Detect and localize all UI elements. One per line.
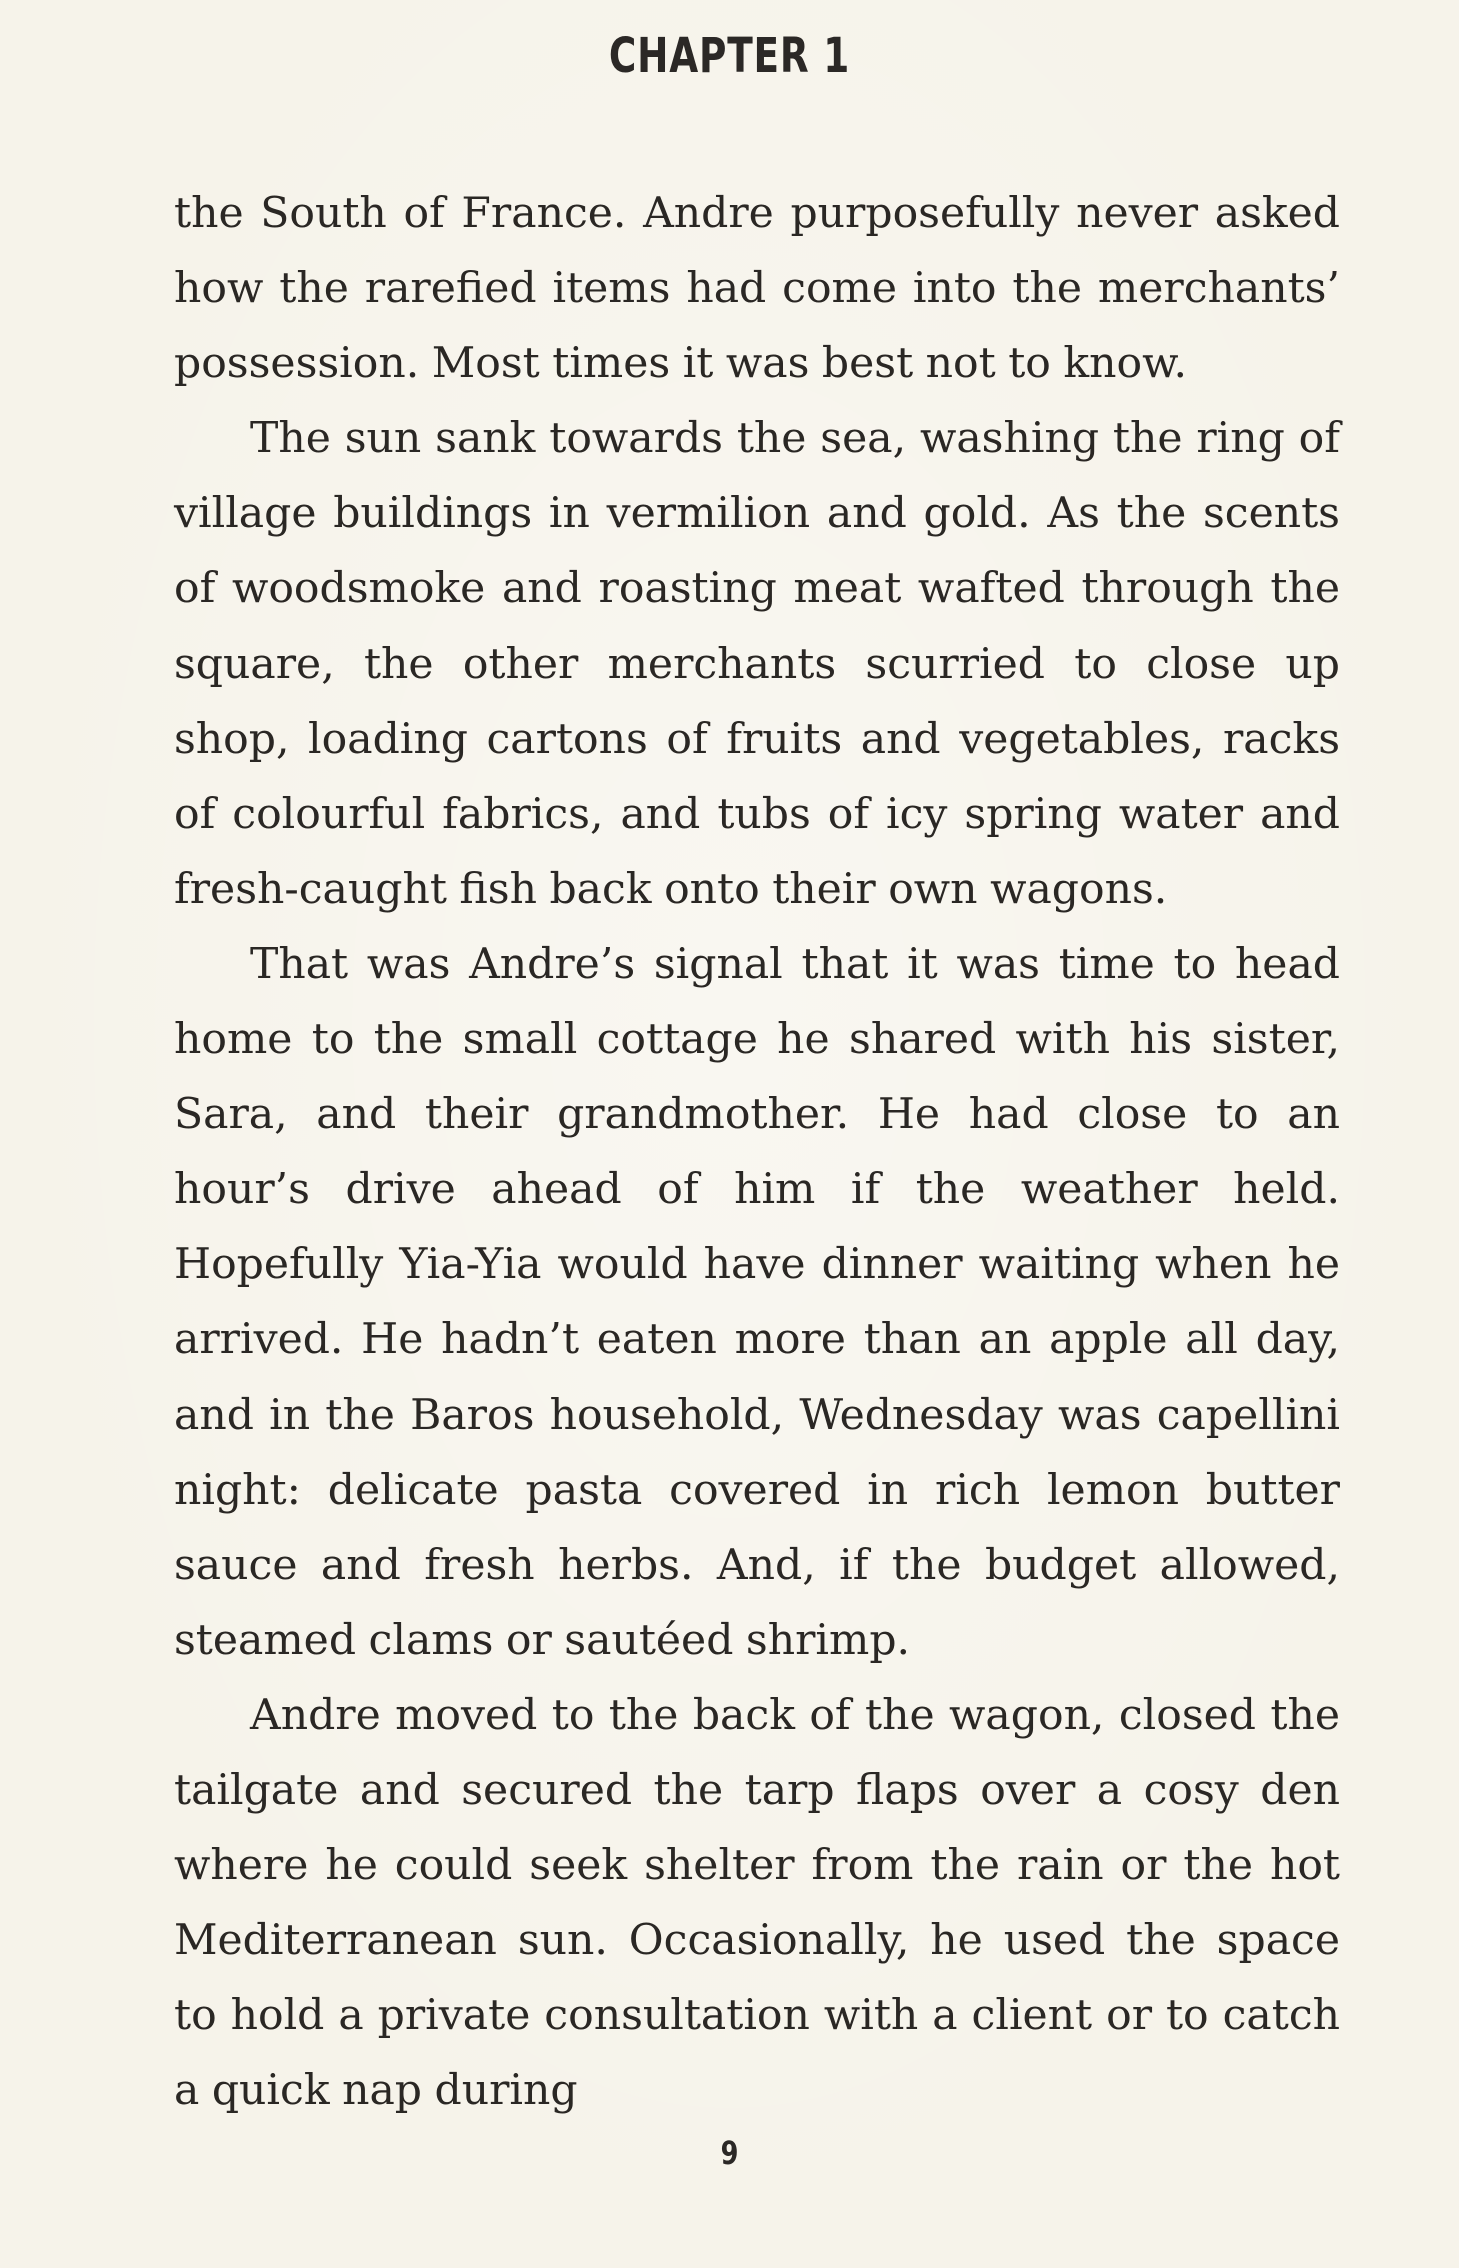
paragraph-1: the South of France. Andre purposefully never asked how the rarefied items had come into the merchants’ possession. Most times it was best not to know. (174, 189, 1340, 389)
paragraph-3: That was Andre’s signal that it was time to head home to the small cottage he shared with his sister, Sara, and their grandmother. He had close to an hour’s drive ahead of him if the weather held. Hopefully Yia-Yia would have dinner waiting when he arrived. He hadn’t eaten more than an apple all day, and in the Baros household, Wednesday was capellini night: delicate pasta covered in rich lemon butter sauce and fresh herbs. And, if the budget allowed, steamed clams or sautéed shrimp. (174, 939, 1340, 1665)
body-text (174, 176, 1340, 2128)
paragraph-4: Andre moved to the back of the wagon, closed the tailgate and secured the tarp flaps over a cosy den where he could seek shelter from the rain or the hot Mediterranean sun. Occasionally, he used the space to hold a private consultation with a client or to catch a quick nap during (174, 1690, 1340, 2116)
paragraph-2: The sun sank towards the sea, washing the ring of village buildings in vermilion and gold. As the scents of woodsmoke and roasting meat wafted through the square, the other merchants scurried to close up shop, loading cartons of fruits and vegetables, racks of colourful fabrics, and tubs of icy spring water and fresh-caught fish back onto their own wagons. (174, 414, 1340, 914)
page-number: 9 (720, 2134, 739, 2172)
running-head: CHAPTER 1 (608, 28, 851, 84)
